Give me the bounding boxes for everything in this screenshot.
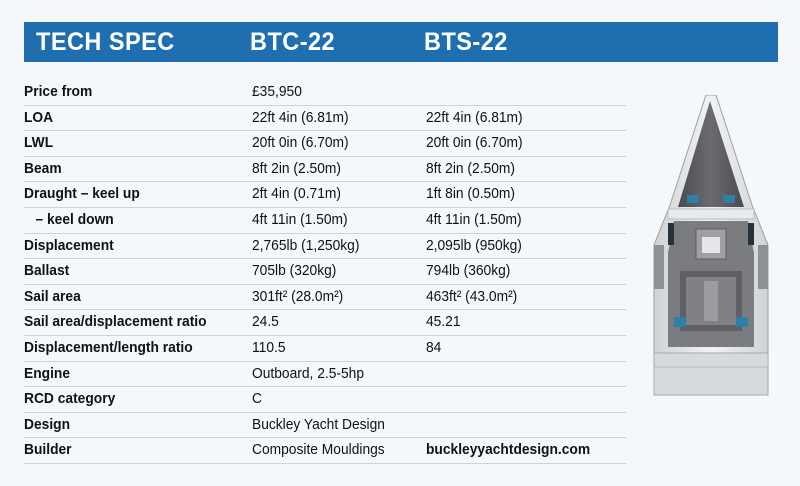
bts22-value: 45.21	[426, 313, 461, 331]
bts22-value: 1ft 8in (0.50m)	[426, 185, 515, 203]
row-label: – keel down	[24, 210, 114, 228]
row-label: LOA	[24, 108, 54, 126]
btc22-value: £35,950	[252, 83, 302, 100]
row-label: Builder	[24, 441, 72, 459]
table-row	[24, 182, 626, 208]
btc22-value: Composite Mouldings	[252, 441, 385, 459]
btc22-value: C	[252, 390, 262, 408]
table-row	[24, 259, 626, 285]
bts22-value: 4ft 11in (1.50m)	[426, 210, 522, 228]
boat-deck-plan-icon	[650, 95, 780, 405]
spec-title: TECH SPEC	[36, 28, 175, 56]
bts22-value: 84	[426, 338, 442, 356]
column-heading-btc22: BTC-22	[250, 28, 336, 56]
spec-header	[24, 22, 778, 62]
table-row	[24, 106, 626, 132]
btc22-value: 20ft 0in (6.70m)	[252, 134, 349, 152]
btc22-value: 2,765lb (1,250kg)	[252, 236, 360, 254]
btc22-value: Outboard, 2.5-5hp	[252, 364, 365, 382]
btc22-value: 24.5	[252, 313, 279, 331]
bts22-value: 22ft 4in (6.81m)	[426, 108, 523, 126]
row-label: RCD category	[24, 390, 116, 408]
table-row	[24, 80, 626, 106]
table-row	[24, 336, 626, 362]
table-row	[24, 285, 626, 311]
btc22-value: 8ft 2in (2.50m)	[252, 159, 341, 177]
row-label: Ballast	[24, 262, 70, 280]
column-heading-bts22: BTS-22	[424, 28, 508, 56]
bts22-value: 463ft² (43.0m²)	[426, 287, 518, 305]
btc22-value: 4ft 11in (1.50m)	[252, 210, 348, 228]
bts22-value: 794lb (360kg)	[426, 262, 511, 280]
row-label: Sail area	[24, 287, 81, 305]
table-row	[24, 234, 626, 260]
table-row	[24, 157, 626, 183]
row-label: Draught – keel up	[24, 185, 140, 203]
website-link[interactable]: buckleyyachtdesign.com	[426, 441, 591, 459]
row-label: Price from	[24, 83, 93, 100]
row-label: LWL	[24, 134, 54, 152]
table-row	[24, 208, 626, 234]
table-row	[24, 310, 626, 336]
table-row	[24, 131, 626, 157]
row-label: Displacement	[24, 236, 114, 254]
btc22-value: 110.5	[252, 338, 286, 356]
row-label: Displacement/length ratio	[24, 338, 193, 356]
btc22-value: 2ft 4in (0.71m)	[252, 185, 341, 203]
row-label: Beam	[24, 159, 62, 177]
btc22-value: 22ft 4in (6.81m)	[252, 108, 349, 126]
spec-table	[24, 80, 626, 464]
table-row	[24, 387, 626, 413]
row-label: Sail area/displacement ratio	[24, 313, 207, 331]
btc22-value: Buckley Yacht Design	[252, 415, 385, 433]
table-row	[24, 413, 626, 439]
table-row	[24, 438, 626, 464]
btc22-value: 705lb (320kg)	[252, 262, 337, 280]
table-row	[24, 362, 626, 388]
bts22-value: 20ft 0in (6.70m)	[426, 134, 523, 152]
row-label: Engine	[24, 364, 71, 382]
btc22-value: 301ft² (28.0m²)	[252, 287, 344, 305]
bts22-value: 8ft 2in (2.50m)	[426, 159, 515, 177]
bts22-value: 2,095lb (950kg)	[426, 236, 522, 254]
row-label: Design	[24, 415, 71, 433]
